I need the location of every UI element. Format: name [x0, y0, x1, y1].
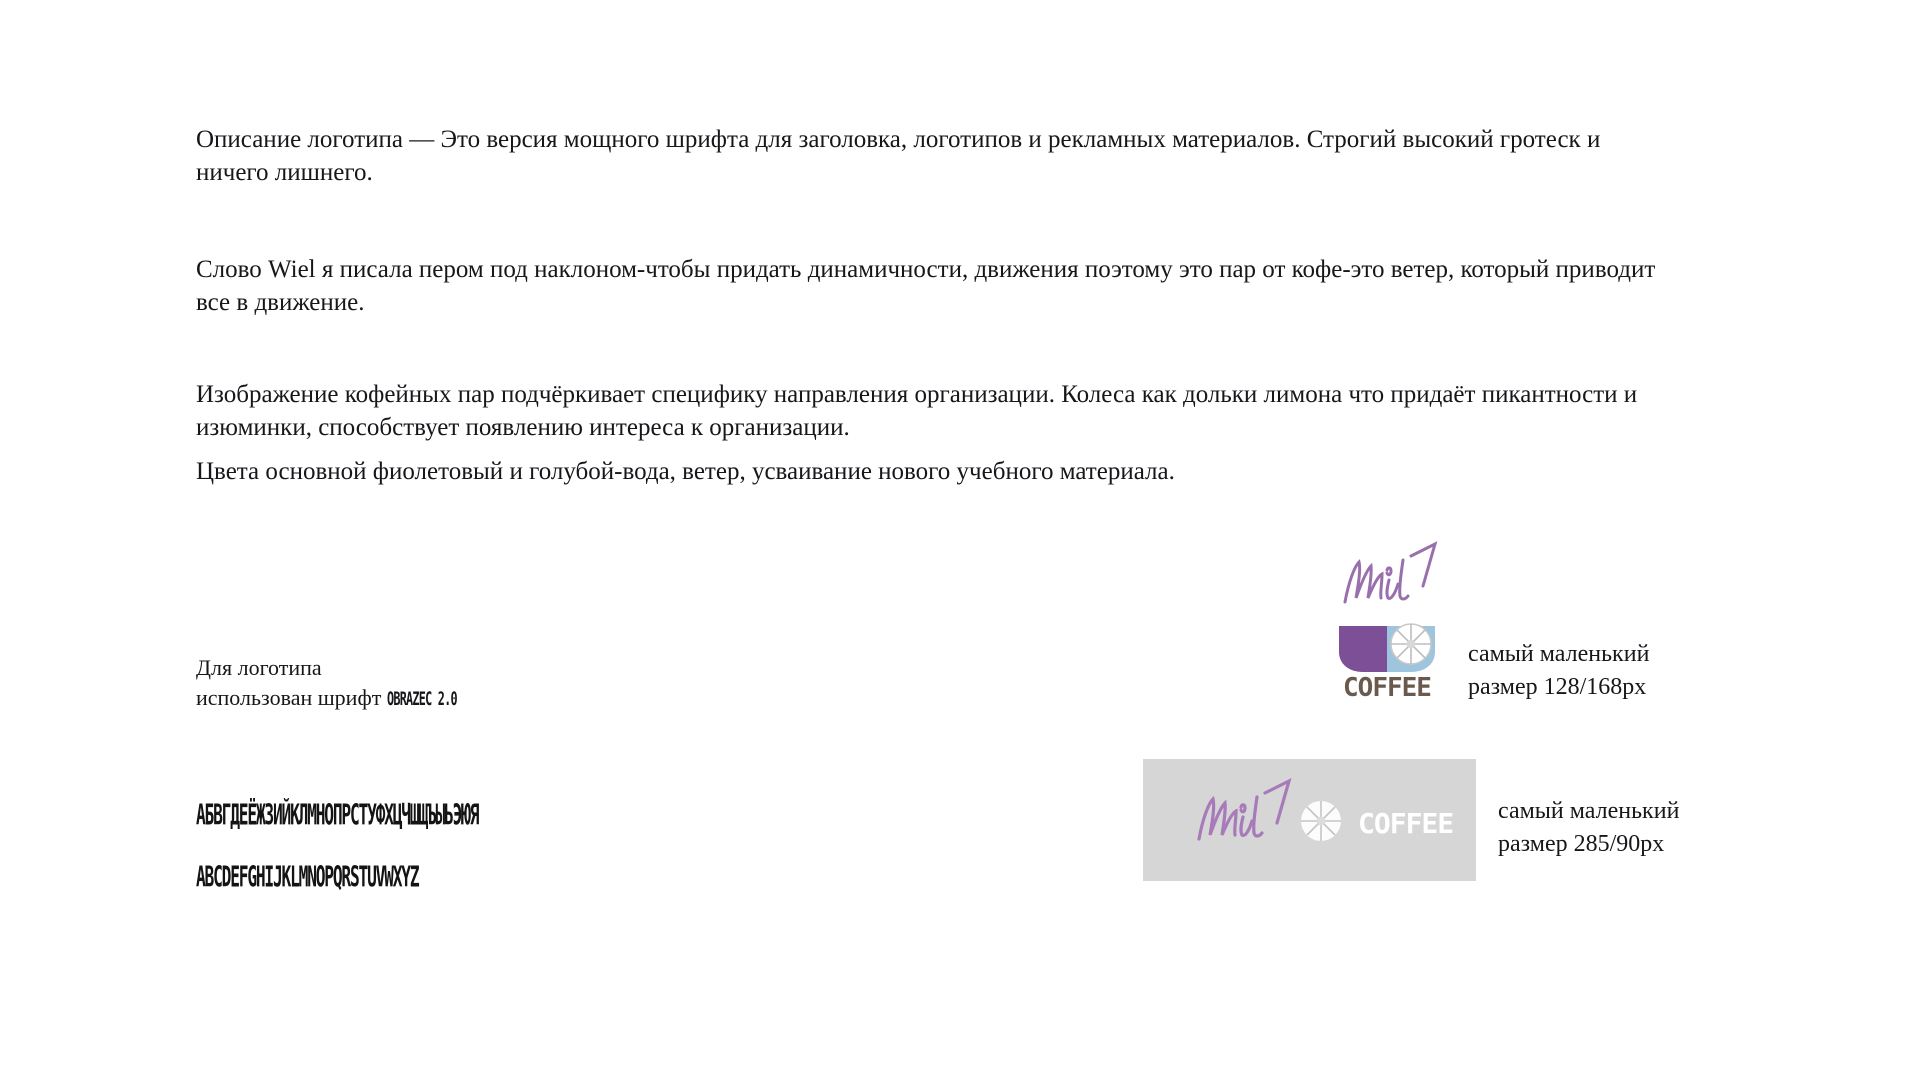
logo-horizontal [1143, 759, 1476, 881]
size-note-vertical-line-1: самый маленький [1468, 641, 1650, 667]
paragraph-logo-description: Описание логотипа — Это версия мощного шрифта для заголовка, логотипов и рекламных материалов. Строгий высокий гротеск и ничего лишнего. [196, 126, 1601, 186]
font-note-line-2-wrap [196, 683, 626, 713]
font-note-line-1: Для логотипа [196, 655, 322, 680]
size-note-horizontal [1498, 795, 1679, 861]
size-note-vertical [1468, 638, 1649, 704]
size-note-vertical-line-2: размер 128/168px [1468, 674, 1647, 701]
paragraph-colors: Цвета основной фиолетовый и голубой-вода, ветер, усваивание нового учебного материала. [196, 458, 1175, 485]
font-note-line-2: использован шрифт [196, 684, 382, 710]
logo-horizontal-caption [1143, 881, 1144, 882]
logo-horizontal-artwork [1143, 759, 1476, 881]
size-note-horizontal-line-1: самый маленький [1498, 798, 1680, 824]
font-usage-note [196, 653, 626, 712]
size-note-horizontal-line-2: размер 285/90px [1498, 831, 1665, 858]
svg-text:COFFEE: COFFEE [1358, 807, 1454, 840]
glyph-set-cyrillic: АБВГДЕЁЖЗИЙКЛМНОПРСТУФХЦЧШЩЪЫЬЭЮЯ [196, 799, 479, 832]
paragraph-steam-symbolism: Изображение кофейных пар подчёркивает специфику направления организации. Колеса как дольки лимона что придаёт пикантности и изюминки, способствует появлению интереса к организации. [196, 381, 1638, 441]
glyph-set-latin: ABCDEFGHIJKLMNOPQRSTUVWXYZ [196, 861, 419, 894]
paragraph-wordmark-idea: Слово Wiel я писала пером под наклоном-чтобы придать динамичности, движения поэтому это пар от кофе-это ветер, который приводит все в движение. [196, 256, 1656, 316]
logo-vertical-artwork [1325, 540, 1461, 700]
logo-vertical-caption [1325, 700, 1326, 701]
logo-horizontal-wordmark [1143, 881, 1144, 882]
logo-vertical [1325, 540, 1461, 700]
font-name-sample: OBRAZEC 2.0 [386, 687, 457, 710]
svg-text:COFFEE: COFFEE [1343, 673, 1431, 700]
logo-vertical-wordmark [1325, 700, 1326, 701]
